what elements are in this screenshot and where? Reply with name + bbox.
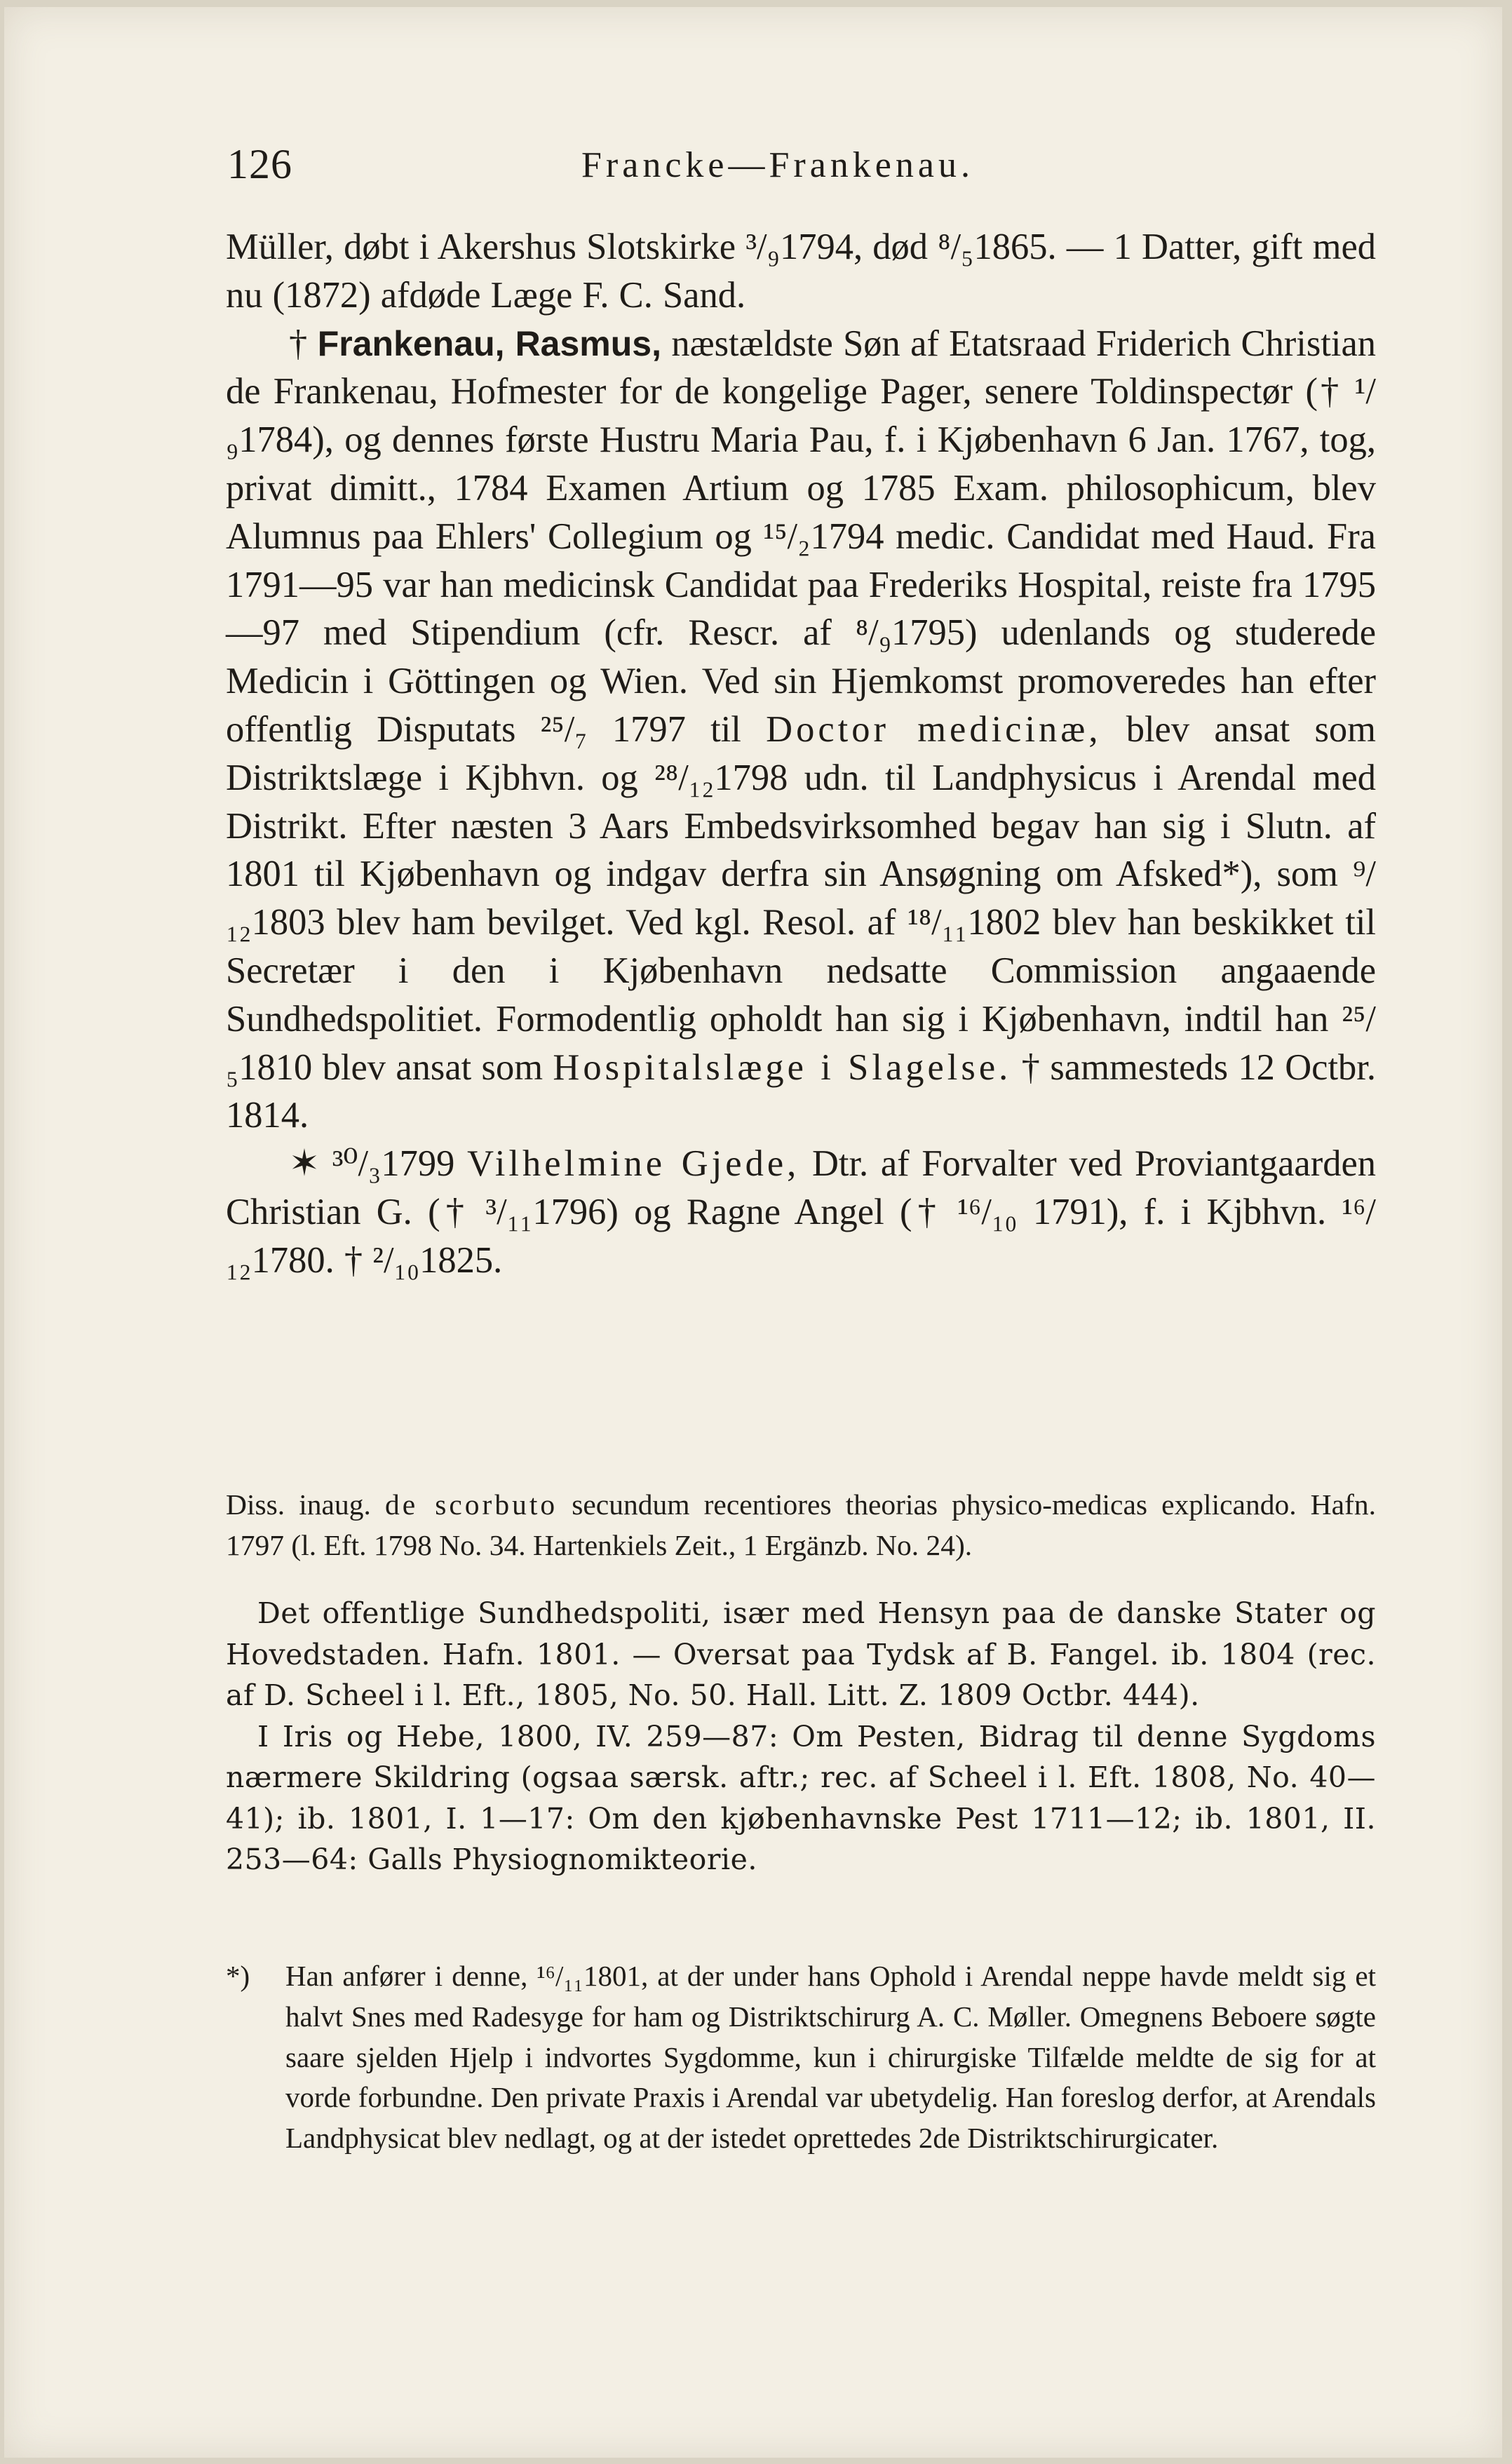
fraktur-ref-2: I Iris og Hebe, 1800, IV. 259—87: Om Pesten, Bidrag til denne Sygdoms nærmere Skildring (ogsaa særsk. aftr.; rec. af Scheel i l. Eft. 1808, No. 40—41); ib. 1801, I. 1—17: Om den kjøbenhavnske Pest 1711—12; ib. 1801, II. 253—64: Galls Physiognomikteorie. xyxy=(226,1719,1376,1876)
spouse-body: Dtr. af Forvalter ved Proviantgaarden Christian G. († ³/₁₁1796) og Ragne Angel († ¹⁶/₁₀ 1791), f. i Kjbhvn. ¹⁶/₁₂1780. † ²/₁₀1825. xyxy=(226,1143,1376,1281)
fraktur-ref-1: Det offentlige Sundhedspoliti, især med Hensyn paa de danske Stater og Hovedstaden. Hafn. 1801. — Oversat paa Tydsk af B. Fangel. ib. 1804 (rec. af D. Scheel i l. Eft., 1805, No. 50. Hall. Litt. Z. 1809 Octbr. 444). xyxy=(226,1596,1376,1712)
degree-title: Doctor medicinæ, xyxy=(766,708,1102,750)
entry-body: næstældste Søn af Etatsraad Friderich Christian de Frankenau, Hofmester for de kongelige Pager, senere Toldinspectør († ¹/₉1784), og dennes første Hustru Maria Pau, f. i Kjøbenhavn 6 Jan. 1767, tog, privat dimitt., 1784 Examen Artium og 1785 Exam. philosophicum, blev Alumnus paa Ehlers' Collegium og ¹⁵/₂1794 medic. Candidat med Haud. Fra 1791—95 var han medicinsk Candidat paa Frederiks Hospital, reiste fra 1795—97 med Stipendium (cfr. Rescr. af ⁸/₉1795) udenlands og studerede Medicin i Göttingen og Wien. Ved sin Hjemkomst promoveredes han efter offentlig Disputats ²⁵/₇ 1797 til xyxy=(226,323,1377,750)
marriage-mark: ✶ xyxy=(289,1143,320,1185)
fraktur-references xyxy=(226,1593,1376,1880)
entry-body-2: blev ansat som Distriktslæge i Kjbhvn. og ²⁸/₁₂1798 udn. til Landphysicus i Arendal med Distrikt. Efter næsten 3 Aars Embedsvirksomhed begav han sig i Slutn. af 1801 til Kjøbenhavn og indgav derfra sin Ansøgning om Afsked*), som ⁹/₁₂1803 blev ham bevilget. Ved kgl. Resol. af ¹⁸/₁₁1802 blev han beskikket til Secretær i den i Kjøbenhavn nedsatte Commission angaaende Sundhedspolitiet. Formodentlig opholdt han sig i Kjøbenhavn, indtil han ²⁵/₅1810 blev ansat som xyxy=(226,708,1377,1088)
footnote-marker: *) xyxy=(226,1960,250,1992)
position-title: Hospitalslæge i Slagelse. xyxy=(553,1046,1012,1088)
biblio-lead: Diss. inaug. xyxy=(226,1488,371,1521)
page-header xyxy=(227,140,1384,196)
page-number: 126 xyxy=(227,141,292,187)
entry-name: Frankenau, Rasmus, xyxy=(317,323,661,363)
footnote-text: Han anfører i denne, ¹⁶/₁₁1801, at der under hans Ophold i Arendal neppe havde meldt sig et halvt Snes med Radesyge for ham og Distriktschirurg A. C. Møller. Omegnens Beboere søgte saare sjelden Hjelp i indvortes Sygdomme, kun i chirurgiske Tilfælde meldte de sig for at vorde forbundne. Den private Praxis i Arendal var ubetydelig. Han foreslog derfor, at Arendals Landphysicat blev nedlagt, og at der istedet oprettedes 2de Distriktschirurgicater. xyxy=(285,1960,1376,2155)
biblio-rest: secundum recentiores theorias physico-medicas explicando. Hafn. 1797 (l. Eft. 1798 No. 34. Hartenkiels Zeit., 1 Ergänzb. No. 24). xyxy=(226,1488,1377,1561)
marriage-date: ³⁰/₃1799 xyxy=(332,1143,455,1185)
entry-frankenau xyxy=(226,320,1376,1140)
entry-body-3: † sammesteds 12 Octbr. 1814. xyxy=(226,1046,1377,1136)
spouse-name: Vilhelmine Gjede, xyxy=(467,1143,800,1185)
biblio-title: de scorbuto xyxy=(384,1488,558,1521)
body-text xyxy=(226,223,1376,1285)
bibliography xyxy=(226,1485,1376,1566)
running-title: Francke—Frankenau. xyxy=(581,145,974,185)
previous-entry-end: Müller, døbt i Akershus Slotskirke ³/₉1794, død ⁸/₅1865. — 1 Datter, gift med nu (1872) afdøde Læge F. C. Sand. xyxy=(226,227,1376,316)
spouse-entry xyxy=(226,1140,1376,1284)
footnote xyxy=(226,1956,1376,2159)
death-cross: † xyxy=(289,323,308,364)
